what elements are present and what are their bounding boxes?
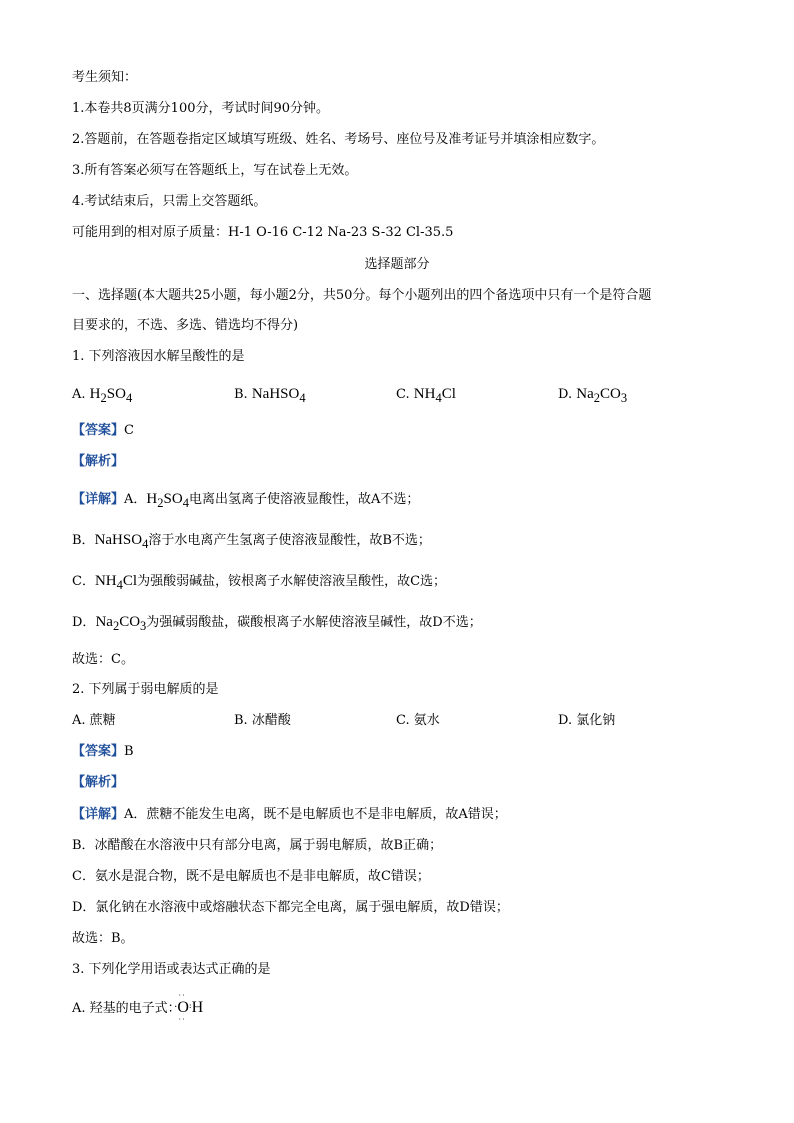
notice-item-4: 4.考试结束后，只需上交答题纸。 <box>72 194 267 209</box>
q1-detail-a: 【详解】A．$H_2SO_4$电离出氢离子使溶液显酸性，故A不选； <box>72 491 420 510</box>
q1-stem: 1. 下列溶液因水解呈酸性的是 <box>72 349 245 364</box>
q2-stem: 2. 下列属于弱电解质的是 <box>72 682 219 697</box>
q1-detail-b: B．NaHSO$_4$溶于水电离产生氢离子使溶液显酸性，故B不选； <box>72 532 431 551</box>
q1-conclusion: 故选：C。 <box>72 652 134 667</box>
notice-item-1: 1.本卷共8页满分100分，考试时间90分钟。 <box>72 101 330 116</box>
q1-option-b: B. NaHSO$_4$ <box>234 386 306 405</box>
q1-detail-d: D．$Na_2CO_3$为强碱弱酸盐，碳酸根离子水解使溶液呈碱性，故D不选； <box>72 614 482 633</box>
atomic-masses: 可能用到的相对原子质量：H-1 O-16 C-12 Na-23 S-32 Cl-35.5 <box>72 225 454 240</box>
q1-option-a: A. $H_2SO_4$ <box>72 386 133 405</box>
q2-conclusion: 故选：B。 <box>72 931 134 946</box>
electron-pair-top-icon: ·· <box>178 991 186 1000</box>
q2-option-c: C. 氨水 <box>396 713 440 728</box>
q2-detail-c: C．氨水是混合物，既不是电解质也不是非电解质，故C错误； <box>72 869 430 884</box>
q3-stem: 3. 下列化学用语或表达式正确的是 <box>72 962 271 977</box>
q1-option-d: D. $Na_2CO_3$ <box>558 386 628 405</box>
notice-item-3: 3.所有答案必须写在答题纸上，写在试卷上无效。 <box>72 163 358 178</box>
q1-detail-c: C．$NH_4Cl$为强酸弱碱盐，铵根离子水解使溶液呈酸性，故C选； <box>72 573 447 592</box>
section-intro-line2: 目要求的，不选、多选、错选均不得分) <box>72 318 299 333</box>
section-intro-line1: 一、选择题(本大题共25小题，每小题2分，共50分。每个小题列出的四个备选项中只有一个是符合题 <box>72 288 652 303</box>
q2-option-b: B. 冰醋酸 <box>234 713 291 728</box>
notice-item-2: 2.答题前，在答题卷指定区域填写班级、姓名、考场号、座位号及准考证号并填涂相应数字。 <box>72 132 605 147</box>
q2-detail-a: 【详解】A．蔗糖不能发生电离，既不是电解质也不是非电解质，故A错误； <box>72 807 507 822</box>
q1-answer: 【答案】C <box>72 423 134 438</box>
q2-option-d: D. 氯化钠 <box>558 713 616 728</box>
notice-title: 考生须知： <box>72 70 138 85</box>
q2-detail-b: B．冰醋酸在水溶液中只有部分电离，属于弱电解质，故B正确； <box>72 838 443 853</box>
q2-analysis-tag: 【解析】 <box>72 775 125 790</box>
q1-analysis-tag: 【解析】 <box>72 454 125 469</box>
q1-option-c: C. $NH_4Cl$ <box>396 386 456 405</box>
q2-option-a: A. 蔗糖 <box>72 713 116 728</box>
q2-detail-d: D．氯化钠在水溶液中或熔融状态下都完全电离，属于强电解质，故D错误； <box>72 900 509 915</box>
electron-dot-icon: · <box>174 1002 178 1013</box>
hydroxyl-electron-formula: ·· O ·· <box>177 991 189 1024</box>
q2-answer: 【答案】B <box>72 744 134 759</box>
section-title: 选择题部分 <box>364 257 430 272</box>
q3-option-a: A. 羟基的电子式：· ·· O ·· :H <box>72 991 204 1024</box>
electron-pair-right-icon: : <box>188 1001 192 1010</box>
electron-pair-bottom-icon: ·· <box>178 1015 186 1024</box>
